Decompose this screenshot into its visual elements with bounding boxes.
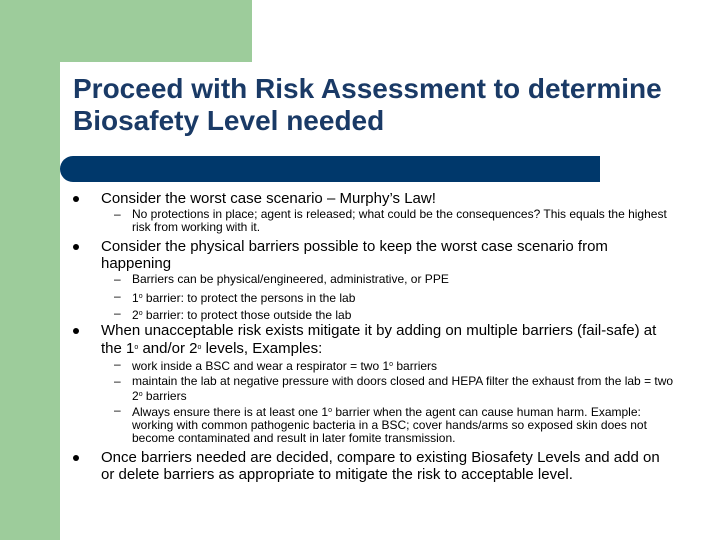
sub-bullet-rest: barrier: to protect those outside the lab [142, 308, 352, 322]
dash-icon: – [114, 403, 121, 417]
ordinal-number: 2 [132, 308, 139, 322]
sub-bullet-text [132, 290, 677, 305]
dash-icon: – [114, 374, 121, 388]
dash-icon: – [114, 272, 121, 286]
bullet-text: Consider the physical barriers possible to keep the worst case scenario from happening [101, 238, 608, 272]
ordinal-superscript: o [138, 293, 143, 300]
bullet-text: When unacceptable risk exists mitigate it by adding on multiple barriers (fail-safe) at the 1$^o$ and/or 2$^o$ levels, Examples: [101, 322, 657, 357]
sub-bullet-text: Barriers can be physical/engineered, administrative, or PPE [132, 272, 449, 286]
dash-icon: – [114, 207, 121, 221]
dash-icon: – [114, 289, 121, 303]
sub-bullet-text [132, 307, 677, 322]
slide-title: Proceed with Risk Assessment to determine Biosafety Level needed [73, 73, 662, 136]
sub-bullet-text: Always ensure there is at least one 1$^o$ barrier when the agent can cause human harm. Example: working with common pathogenic bacteria in a BSC; cover hands/arms so exposed skin does not become contaminated and result in later fomite transmission. [132, 405, 647, 445]
ordinal-superscript: o [138, 310, 143, 317]
bullet-dot-icon [73, 244, 79, 250]
sub-bullet-rest: barrier: to protect the persons in the lab [142, 291, 356, 305]
bullet-text: Once barriers needed are decided, compare to existing Biosafety Levels and add on or delete barriers as appropriate to mitigate the risk to acceptable level. [101, 449, 660, 483]
sub-bullet-text: maintain the lab at negative pressure with doors closed and HEPA filter the exhaust from the lab = two 2$^o$ barriers [132, 374, 674, 403]
sub-bullet-text: No protections in place; agent is released; what could be the consequences? This equals the highest risk from working with it. [132, 207, 667, 234]
ordinal-number: 1 [132, 291, 139, 305]
bullet-dot-icon [73, 196, 79, 202]
dash-icon: – [114, 357, 121, 371]
bullet-dot-icon [73, 328, 79, 334]
bullet-text: Consider the worst case scenario – Murphy’s Law! [101, 190, 436, 207]
bullet-dot-icon [73, 455, 79, 461]
sub-bullet-text: work inside a BSC and wear a respirator = two 1$^o$ barriers [132, 359, 438, 373]
dash-icon: – [114, 306, 121, 320]
